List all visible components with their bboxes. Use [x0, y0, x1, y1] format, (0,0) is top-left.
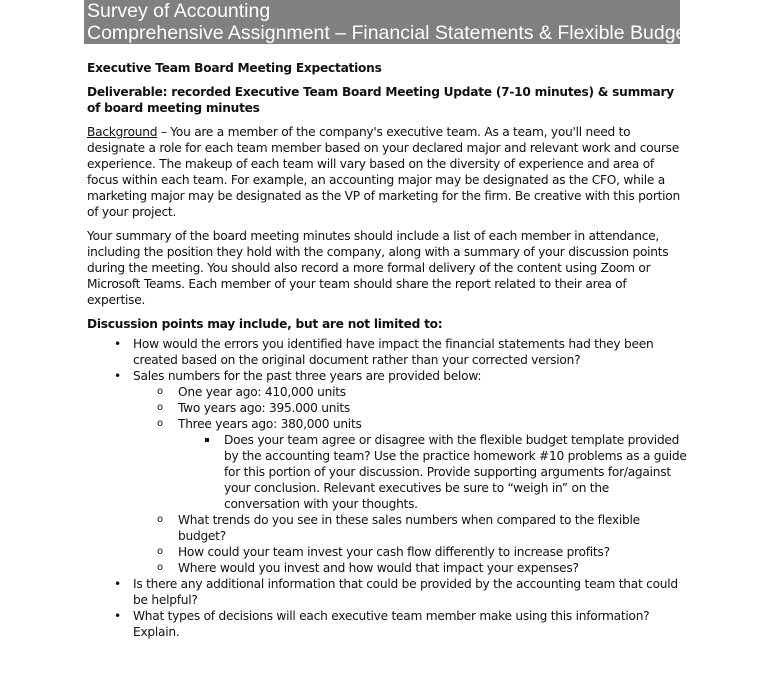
- summary-paragraph: Your summary of the board meeting minutes should include a list of each member in attendance, including the position they hold with the company, along with a summary of your discussion points during the meeting. You should also record a more formal delivery of the content using Zoom or Microsoft Teams. Each member of your team should share the report related to their area of expertise.: [87, 229, 669, 307]
- list-item: o What trends do you see in these sales numbers when compared to the flexible budget?: [87, 512, 687, 544]
- list-item: o Two years ago: 395.000 units: [87, 400, 687, 416]
- list-item: o How could your team invest your cash flow differently to increase profits?: [87, 544, 687, 560]
- list-item: • What types of decisions will each executive team member make using this information? Explain.: [87, 608, 687, 640]
- background-label: Background: [87, 125, 158, 139]
- list-item-text: Three years ago: 380,000 units: [178, 417, 362, 431]
- document-body: [87, 60, 687, 640]
- budget-sublist: [178, 432, 687, 512]
- course-title: Survey of Accounting: [87, 0, 271, 22]
- discussion-list: [87, 336, 687, 640]
- background-text: – You are a member of the company's executive team. As a team, you'll need to designate a role for each team member based on your declared major and relevant work and course experience. The makeup of each team will vary based on the diversity of experience and area of focus within each team. For example, an accounting major may be designated as the CFO, while a marketing major may be designated as the VP of marketing for the firm. Be creative with this portion of your project.: [87, 125, 680, 219]
- document-title-bar: [84, 0, 692, 44]
- sales-sublist: [133, 384, 687, 576]
- assignment-title: Comprehensive Assignment – Financial Statements & Flexible Budget: [87, 22, 692, 44]
- deliverable-heading: Deliverable: recorded Executive Team Board Meeting Update (7-10 minutes) & summary of board meeting minutes: [87, 85, 674, 115]
- list-item: • How would the errors you identified have impact the financial statements had they been created based on the original document rather than your corrected version?: [87, 336, 687, 368]
- list-item: [87, 368, 687, 576]
- list-item: [87, 416, 687, 512]
- list-item: Does your team agree or disagree with the flexible budget template provided by the accounting team? Use the practice homework #10 problems as a guide for this portion of your discussion. Provide supporting arguments for/against your conclusion. Relevant executives be sure to “weigh in” on the conversation with your thoughts.: [87, 432, 687, 512]
- background-paragraph: [87, 124, 687, 220]
- list-item-text: Sales numbers for the past three years are provided below:: [133, 369, 482, 383]
- discussion-heading: Discussion points may include, but are not limited to:: [87, 317, 443, 331]
- section-heading: Executive Team Board Meeting Expectations: [87, 61, 382, 75]
- list-item: o One year ago: 410,000 units: [87, 384, 687, 400]
- list-item: • Is there any additional information that could be provided by the accounting team that could be helpful?: [87, 576, 687, 608]
- list-item: o Where would you invest and how would that impact your expenses?: [87, 560, 687, 576]
